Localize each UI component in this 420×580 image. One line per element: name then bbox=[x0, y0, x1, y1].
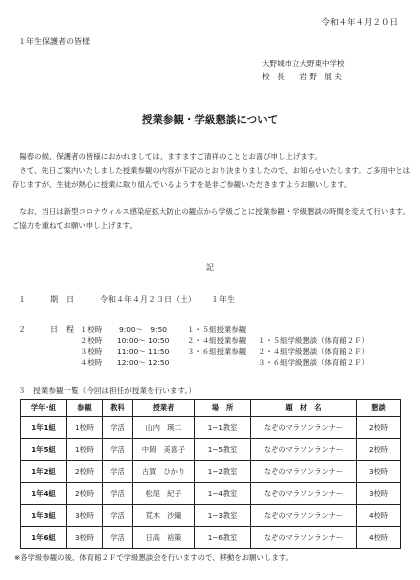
cell-class: 1年2組 bbox=[21, 461, 67, 483]
cell-topic: なぞのマラソンランナー bbox=[251, 417, 357, 439]
table-row bbox=[21, 461, 401, 483]
sender-principal: 校 長 岩 野 展 夫 bbox=[262, 72, 342, 81]
cell-topic: なぞのマラソンランナー bbox=[251, 461, 357, 483]
cell-consultation: 2校時 bbox=[357, 417, 401, 439]
section2-label: 日 程 bbox=[50, 325, 74, 334]
greeting-paragraph: 陽春の候、保護者の皆様におかれましては、ますますご清祥のこととお喜び申し上げます。 bbox=[12, 152, 322, 161]
observation-table bbox=[20, 399, 401, 549]
cell-observation: 2校時 bbox=[67, 461, 103, 483]
cell-subject: 学活 bbox=[103, 505, 133, 527]
schedule-time: 11:00〜 11:50 bbox=[117, 347, 170, 356]
header-location: 場 所 bbox=[195, 400, 251, 417]
cell-class: 1年3組 bbox=[21, 505, 67, 527]
cell-observation: 1校時 bbox=[67, 417, 103, 439]
cell-observation: 3校時 bbox=[67, 505, 103, 527]
section1-number: １ bbox=[18, 295, 26, 304]
schedule-consultation: ２・４組学級懇談（体育館２Ｆ） bbox=[258, 347, 369, 356]
schedule-time: 9:00〜 9:50 bbox=[119, 325, 167, 334]
table-row bbox=[21, 527, 401, 549]
schedule-observation: ２・４組授業参観 bbox=[187, 336, 247, 345]
table-row bbox=[21, 439, 401, 461]
header-consultation: 懇談 bbox=[357, 400, 401, 417]
cell-location: 1−5教室 bbox=[195, 439, 251, 461]
schedule-observation: ３・６組授業参観 bbox=[187, 347, 247, 356]
table-header-row bbox=[21, 400, 401, 417]
cell-observation: 2校時 bbox=[67, 483, 103, 505]
schedule-time: 10:00〜 10:50 bbox=[117, 336, 170, 345]
schedule-period: ４校時 bbox=[80, 358, 103, 367]
table-row bbox=[21, 505, 401, 527]
cell-observation: 3校時 bbox=[67, 527, 103, 549]
cell-topic: なぞのマラソンランナー bbox=[251, 527, 357, 549]
event-date: 令和４年４月２３日（土） bbox=[100, 295, 196, 304]
cell-teacher: 荒木 沙織 bbox=[133, 505, 195, 527]
cell-consultation: 3校時 bbox=[357, 461, 401, 483]
sender-school: 大野城市立大野東中学校 bbox=[262, 59, 345, 68]
target-grade: １年生 bbox=[211, 295, 235, 304]
cell-class: 1年5組 bbox=[21, 439, 67, 461]
recipient: １年生保護者の皆様 bbox=[18, 37, 90, 46]
section1-label: 期 日 bbox=[50, 295, 74, 304]
cell-class: 1年6組 bbox=[21, 527, 67, 549]
cell-subject: 学活 bbox=[103, 417, 133, 439]
cell-location: 1−3教室 bbox=[195, 505, 251, 527]
schedule-period: ２校時 bbox=[80, 336, 103, 345]
header-observation: 参観 bbox=[67, 400, 103, 417]
schedule-consultation: １・５組学級懇談（体育館２Ｆ） bbox=[258, 336, 369, 345]
cell-teacher: 松尾 紀子 bbox=[133, 483, 195, 505]
cell-location: 1−6教室 bbox=[195, 527, 251, 549]
schedule-period: １校時 bbox=[80, 325, 103, 334]
schedule-period: ３校時 bbox=[80, 347, 103, 356]
cell-subject: 学活 bbox=[103, 461, 133, 483]
section2-number: ２ bbox=[18, 325, 26, 334]
cell-teacher: 中岡 美喜子 bbox=[133, 439, 195, 461]
header-teacher: 授業者 bbox=[133, 400, 195, 417]
notice-paragraph: さて、先日ご案内いたしました授業参観の内容が下記のとおり決まりましたので、お知らせいたします。ご多用中とは存じますが、生徒が熱心に授業に取り組んでいるようすを是非ご参観いただきますようお願いします。 bbox=[12, 166, 410, 189]
cell-topic: なぞのマラソンランナー bbox=[251, 439, 357, 461]
cell-location: 1−2教室 bbox=[195, 461, 251, 483]
cell-class: 1年1組 bbox=[21, 417, 67, 439]
schedule-time: 12:00〜 12:50 bbox=[117, 358, 170, 367]
ki-marker: 記 bbox=[206, 263, 214, 272]
table-row bbox=[21, 417, 401, 439]
covid-paragraph: なお、当日は新型コロナウィルス感染症拡大防止の観点から学級ごとに授業参観・学級懇談の時間を変えて行います。ご協力を重ねてお願い申し上げます。 bbox=[12, 207, 410, 230]
cell-subject: 学活 bbox=[103, 527, 133, 549]
cell-class: 1年4組 bbox=[21, 483, 67, 505]
schedule-observation: １・５組授業参観 bbox=[187, 325, 247, 334]
cell-consultation: 4校時 bbox=[357, 527, 401, 549]
header-subject: 教科 bbox=[103, 400, 133, 417]
cell-topic: なぞのマラソンランナー bbox=[251, 505, 357, 527]
cell-teacher: 山内 瑛二 bbox=[133, 417, 195, 439]
cell-subject: 学活 bbox=[103, 439, 133, 461]
cell-consultation: 2校時 bbox=[357, 439, 401, 461]
header-topic: 題 材 名 bbox=[251, 400, 357, 417]
section3-heading: ３ 授業参観一覧（今回は担任が授業を行います。） bbox=[18, 386, 196, 395]
cell-teacher: 古賀 ひかり bbox=[133, 461, 195, 483]
cell-subject: 学活 bbox=[103, 483, 133, 505]
document-title: 授業参観・学級懇談について bbox=[141, 114, 279, 126]
cell-location: 1−4教室 bbox=[195, 483, 251, 505]
cell-consultation: 4校時 bbox=[357, 505, 401, 527]
header-class: 学年･組 bbox=[21, 400, 67, 417]
cell-teacher: 日高 裕策 bbox=[133, 527, 195, 549]
cell-observation: 1校時 bbox=[67, 439, 103, 461]
cell-consultation: 3校時 bbox=[357, 483, 401, 505]
issue-date: 令和４年４月２０日 bbox=[321, 18, 398, 28]
schedule-consultation: ３・６組学級懇談（体育館２Ｆ） bbox=[258, 358, 369, 367]
cell-topic: なぞのマラソンランナー bbox=[251, 483, 357, 505]
cell-location: 1−1教室 bbox=[195, 417, 251, 439]
footnote: ※各学級参観の後、体育館２Ｆで学級懇談会を行いますので、移動をお願いします。 bbox=[14, 553, 293, 562]
table-row bbox=[21, 483, 401, 505]
